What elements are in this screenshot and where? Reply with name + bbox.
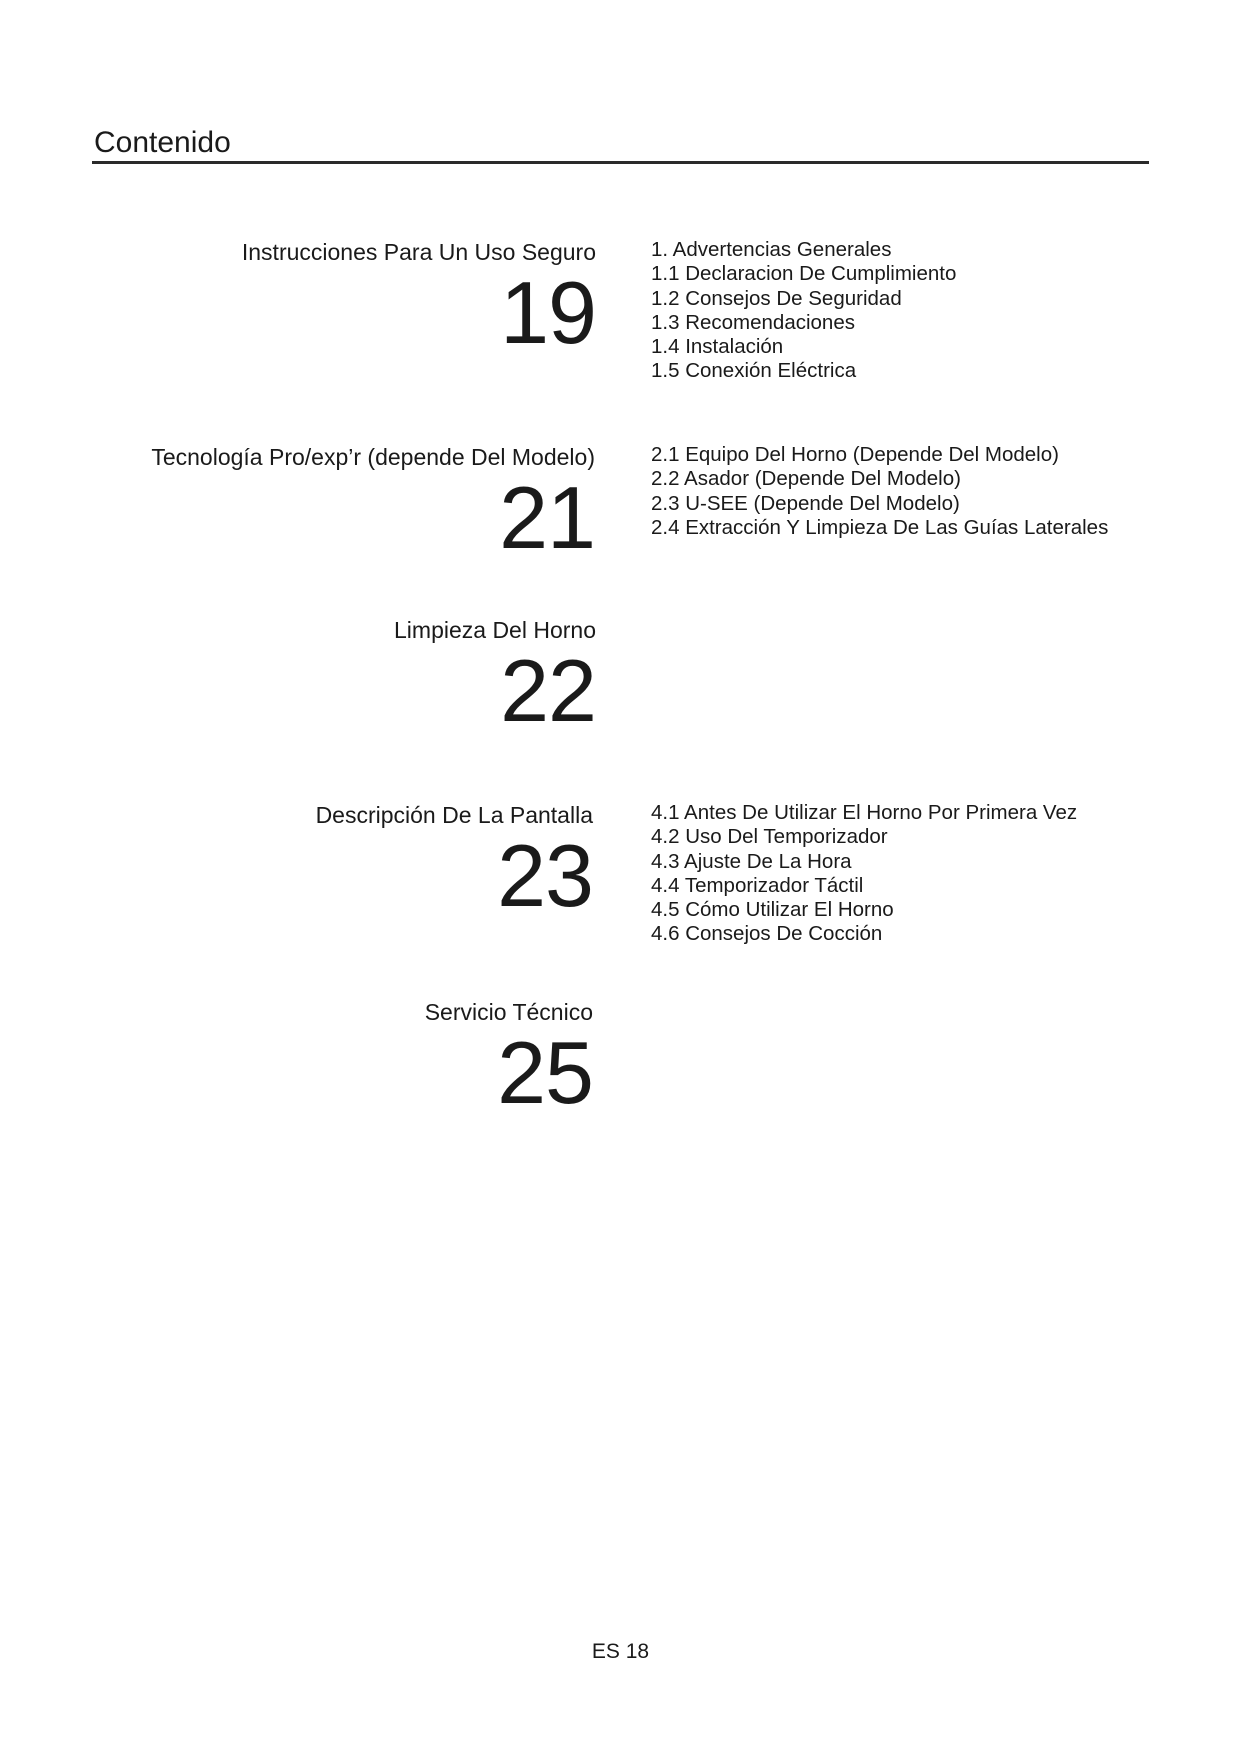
subsection-list xyxy=(651,801,1077,947)
subsection-item: 4.4 Temporizador Táctil xyxy=(651,873,864,897)
section-page-number: 22 xyxy=(500,641,596,741)
section-title: Tecnología Pro/exp’r (depende Del Modelo) xyxy=(151,444,595,470)
toc-section-heading xyxy=(241,239,596,363)
section-page-number: 19 xyxy=(500,263,596,363)
title-divider xyxy=(92,161,1149,164)
page-title: Contenido xyxy=(94,126,231,159)
toc-section-heading xyxy=(315,802,593,926)
subsection-item: 1.1 Declaracion De Cumplimiento xyxy=(651,262,957,286)
subsection-item: 1.4 Instalación xyxy=(651,335,784,359)
subsection-item: 1.5 Conexión Eléctrica xyxy=(651,359,857,383)
subsection-item: 4.6 Consejos De Cocción xyxy=(651,922,883,946)
subsection-item: 4.2 Uso Del Temporizador xyxy=(651,825,888,849)
section-page-number: 21 xyxy=(499,468,595,568)
subsection-item: 2.1 Equipo Del Horno (Depende Del Modelo) xyxy=(651,443,1059,466)
subsection-item: 1. Advertencias Generales xyxy=(651,238,892,261)
section-title: Servicio Técnico xyxy=(424,999,593,1025)
section-page-number: 25 xyxy=(497,1023,593,1123)
toc-section-heading xyxy=(394,617,596,741)
subsection-item: 1.2 Consejos De Seguridad xyxy=(651,286,902,310)
toc-section-heading xyxy=(424,999,593,1123)
subsection-item: 4.3 Ajuste De La Hora xyxy=(651,849,852,873)
subsection-list xyxy=(651,238,956,384)
section-page-number: 23 xyxy=(497,826,593,926)
subsection-item: 4.1 Antes De Utilizar El Horno Por Primera Vez xyxy=(651,801,1078,824)
section-title: Instrucciones Para Un Uso Seguro xyxy=(241,239,596,265)
page-footer-number: ES 18 xyxy=(591,1640,650,1663)
subsection-item: 2.4 Extracción Y Limpieza De Las Guías Laterales xyxy=(651,515,1109,539)
subsection-list xyxy=(651,443,1108,540)
section-title: Limpieza Del Horno xyxy=(394,617,596,643)
subsection-item: 2.3 U-SEE (Depende Del Modelo) xyxy=(651,491,960,515)
subsection-item: 2.2 Asador (Depende Del Modelo) xyxy=(651,467,961,491)
subsection-item: 1.3 Recomendaciones xyxy=(651,310,855,334)
section-title: Descripción De La Pantalla xyxy=(315,802,593,828)
subsection-item: 4.5 Cómo Utilizar El Horno xyxy=(651,898,894,922)
toc-section-heading xyxy=(151,444,595,568)
